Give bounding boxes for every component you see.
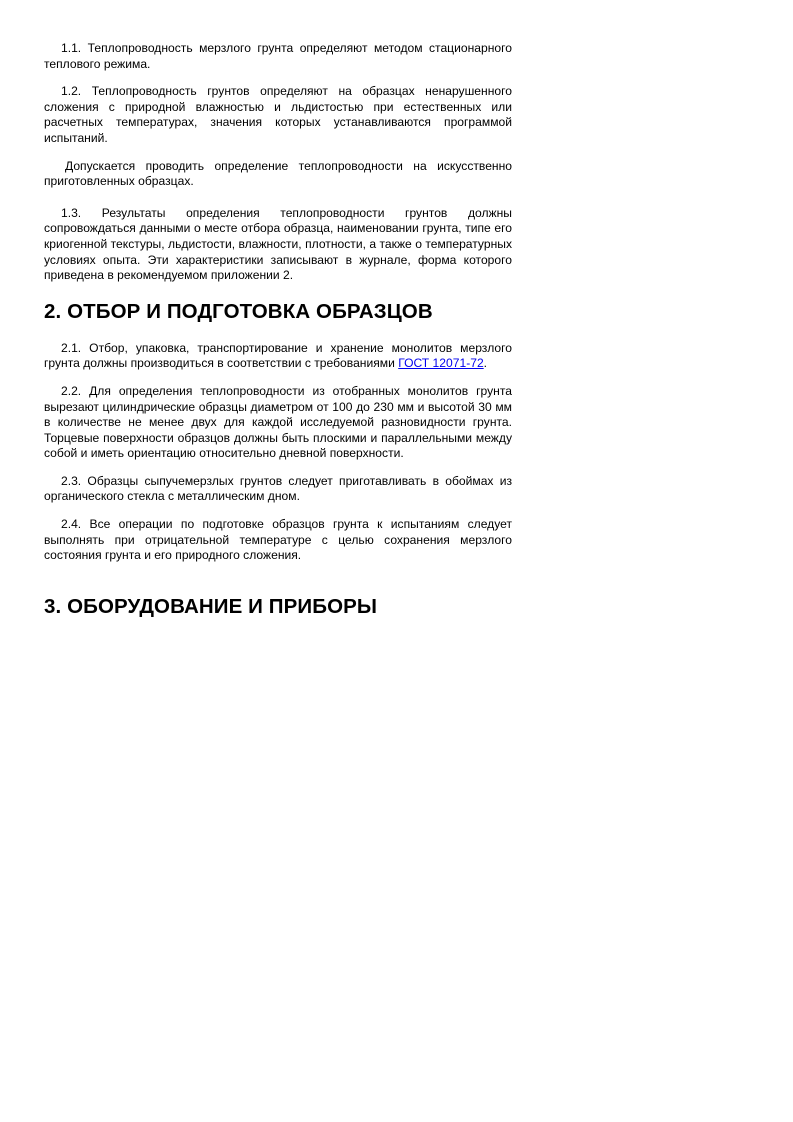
paragraph-1-3: 1.3. Результаты определения теплопроводности грунтов должны сопровождаться данными о месте отбора образца, наименовании грунта, типе его криогенной текстуры, льдистости, влажности, плотности, а также о температурных условиях опыта. Эти характеристики записывают в журнале, форма которого приведена в рекомендуемом приложении 2. bbox=[44, 205, 512, 283]
paragraph-2-1 bbox=[44, 341, 512, 372]
paragraph-2-1-end: . bbox=[483, 356, 488, 371]
document-page bbox=[44, 41, 512, 620]
gost-12071-72-link[interactable]: ГОСТ 12071-72 bbox=[398, 356, 484, 371]
paragraph-1-1: 1.1. Теплопроводность мерзлого грунта определяют методом стационарного теплового режима. bbox=[44, 41, 512, 71]
paragraph-2-2: 2.2. Для определения теплопроводности из отобранных монолитов грунта вырезают цилиндрические образцы диаметром от 100 до 230 мм и высотой 30 мм в количестве не менее двух для каждой исследуемой разновидности грунта. Торцевые поверхности образцов должны быть плоскими и параллельными между собой и иметь ориентацию относительно дневной поверхности. bbox=[44, 383, 512, 461]
paragraph-2-1-text: 2.1. Отбор, упаковка, транспортирование и хранение монолитов мерзлого грунта должны производиться в соответствии с требованиями bbox=[44, 340, 512, 371]
paragraph-2-4: 2.4. Все операции по подготовке образцов грунта к испытаниям следует выполнять при отрицательной температуре с целью сохранения мерзлого состояния грунта и его природного сложения. bbox=[44, 517, 512, 563]
paragraph-1-2: 1.2. Теплопроводность грунтов определяют на образцах ненарушенного сложения с природной влажностью и льдистостью при естественных или расчетных температурах, значения которых устанавливаются программой испытаний. bbox=[44, 84, 512, 145]
paragraph-2-3: 2.3. Образцы сыпучемерзлых грунтов следует приготавливать в обоймах из органического стекла с металлическим дном. bbox=[44, 473, 512, 504]
section-3-heading: 3. ОБОРУДОВАНИЕ И ПРИБОРЫ bbox=[44, 594, 378, 618]
paragraph-1-2-note: Допускается проводить определение теплопроводности на искусственно приготовленных образцах. bbox=[44, 158, 512, 189]
section-2-heading: 2. ОТБОР И ПОДГОТОВКА ОБРАЗЦОВ bbox=[44, 299, 433, 323]
